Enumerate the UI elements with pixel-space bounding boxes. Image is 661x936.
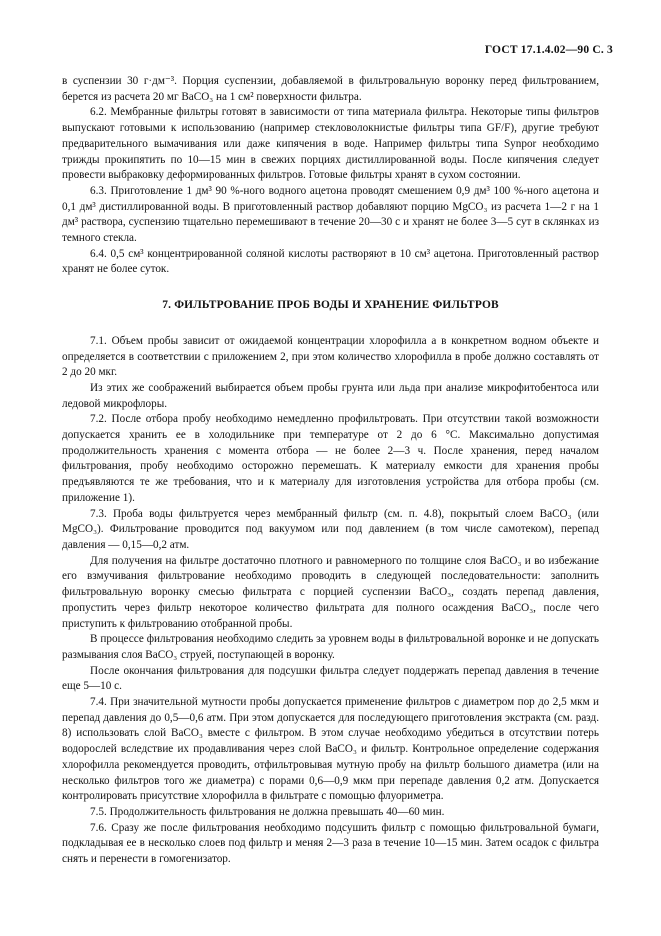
document-body <box>62 74 599 868</box>
paragraph: Из этих же соображений выбирается объем пробы грунта или льда при анализе микрофитобентоса или ледовой микрофлоры. <box>62 381 599 410</box>
paragraph: 7.4. При значительной мутности пробы допускается применение фильтров с диаметром пор до 2,5 мкм и перепад давления до 0,5—0,6 атм. При этом допускается для последующего приготовления экстракта (см. разд. 8) использовать слой BaCO₃ вместе с фильтром. В этом случае необходимо убедиться в отсутствии потерь водорослей вследствие их продавливания через слой BaCO₃ и фильтр. Контрольное определение содержания хлорофилла рекомендуется проводить, отфильтровывая мутную пробу на фильтр большого диаметра (или на несколько фильтров того же диаметра) с порами 0,6—0,9 мкм при перепаде давления 0,2 атм. Допускается контролировать присутствие хлорофилла в фильтрате с помощью флуориметра. <box>62 696 599 803</box>
paragraph: 6.2. Мембранные фильтры готовят в зависимости от типа материала фильтра. Некоторые типы фильтров выпускают готовыми к использованию (например стекловолокнистые фильтры типа GF/F), другие требуют предварительного вымачивания или даже кипячения в воде. Например фильтры типа Synpor необходимо трижды прокипятить по 10—15 мин в свежих порциях дистиллированной воды. После кипячения следует провести выбраковку деформированных фильтров. Готовые фильтры хранят в сухом состоянии. <box>62 106 599 182</box>
paragraph: 6.4. 0,5 см³ концентрированной соляной кислоты растворяют в 10 см³ ацетона. Приготовленный раствор хранят не более суток. <box>62 247 599 276</box>
paragraph: 7.1. Объем пробы зависит от ожидаемой концентрации хлорофилла a в конкретном водном объекте и определяется в соответствии с приложением 2, при этом количество хлорофилла в пробе должно составлять от 2 до 20 мкг. <box>62 334 599 379</box>
section-title: 7. ФИЛЬТРОВАНИЕ ПРОБ ВОДЫ И ХРАНЕНИЕ ФИЛЬТРОВ <box>162 299 499 312</box>
paragraph: 7.2. После отбора пробу необходимо немедленно профильтровать. При отсутствии такой возможности допускается хранить ее в холодильнике при температуре от 2 до 6 °С. Максимально допустимая продолжительность хранения с момента отбора — не более 2—3 ч. После хранения, перед началом фильтрования, пробу необходимо осторожно перемешать. К материалу емкости для хранения пробы предъявляются те же требования, что и к материалу для изготовления устройства для отбора пробы (см. приложение 1). <box>62 413 599 504</box>
page-header: ГОСТ 17.1.4.02—90 С. 3 <box>484 44 613 56</box>
paragraph: Для получения на фильтре достаточно плотного и равномерного по толщине слоя BaCO₃ и во избежание его взмучивания фильтрование необходимо проводить в следующей последовательности: заполнить фильтровальную воронку смесью фильтрата с порцией суспензии BaCO₃, создать перепад давления, пропустить через фильтр некоторое количество фильтрата для полного осаждения BaCO₃, после чего приступить к фильтрованию отобранной пробы. <box>62 554 599 630</box>
paragraph: После окончания фильтрования для подсушки фильтра следует поддержать перепад давления в течение еще 5—10 с. <box>62 664 599 693</box>
paragraph: в суспензии 30 г·дм⁻³. Порция суспензии, добавляемой в фильтровальную воронку перед фильтрованием, берется из расчета 20 мг BaCO₃ на 1 см² поверхности фильтра. <box>62 75 599 103</box>
paragraph: 7.3. Проба воды фильтруется через мембранный фильтр (см. п. 4.8), покрытый слоем BaCO₃ (или MgCO₃). Фильтрование проводится под вакуумом или под давлением (в том числе самотеком), перепад давления — 0,15—0,2 атм. <box>62 507 599 551</box>
paragraph: 7.6. Сразу же после фильтрования необходимо подсушить фильтр с помощью фильтровальной бумаги, подкладывая ее в несколько слоев под фильтр и меняя 2—3 раза в течение 10—15 мин. Затем осадок с фильтра снять и перенести в гомогенизатор. <box>62 821 599 866</box>
paragraph: 7.5. Продолжительность фильтрования не должна превышать 40—60 мин. <box>90 805 445 818</box>
paragraph: 6.3. Приготовление 1 дм³ 90 %-ного водного ацетона проводят смешением 0,9 дм³ 100 %-ного ацетона и 0,1 дм³ дистиллированной воды. В приготовленный раствор добавляют порцию MgCO₃ из расчета 1—2 г на 1 дм³ раствора, суспензию тщательно перемешивают в течение 20—30 с и хранят не более 3—5 сут в склянках из темного стекла. <box>62 184 599 245</box>
paragraph: В процессе фильтрования необходимо следить за уровнем воды в фильтровальной воронке и не допускать размывания слоя BaCO₃ струей, поступающей в воронку. <box>62 633 599 661</box>
